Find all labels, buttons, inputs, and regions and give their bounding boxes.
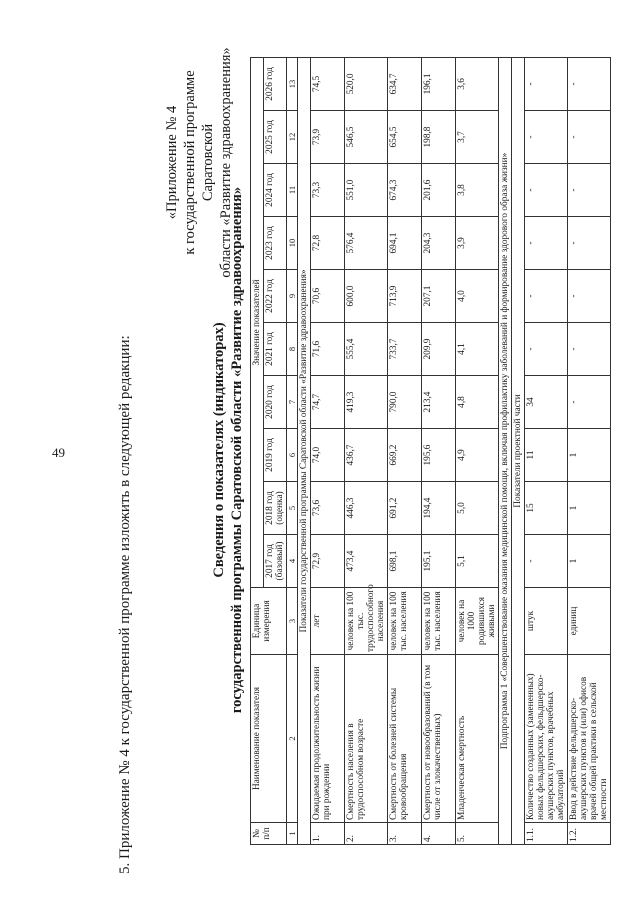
indicator-unit: лет <box>311 588 345 655</box>
table-row <box>456 57 499 844</box>
indicator-value: 213,4 <box>422 376 456 429</box>
title-line-2: государственной программы Саратовской области «Развитие здравоохранения» <box>229 186 245 714</box>
indicator-value: - <box>525 323 568 376</box>
indicator-value: 669,2 <box>388 429 422 482</box>
indicator-value: 4,0 <box>456 270 499 323</box>
column-index: 4 <box>287 535 298 588</box>
indicator-value: 1 <box>568 429 611 482</box>
indicator-value: 201,6 <box>422 164 456 217</box>
column-index: 2 <box>287 655 298 823</box>
indicator-value: 72,9 <box>311 535 345 588</box>
row-number: 1.1. <box>525 823 568 845</box>
table-header-row <box>251 57 264 844</box>
row-number: 1. <box>311 823 345 845</box>
indicator-value: 555,4 <box>345 323 388 376</box>
column-index: 1 <box>287 823 298 845</box>
indicator-value: - <box>525 270 568 323</box>
indicator-unit: штук <box>525 588 568 655</box>
header-year: 2018 год (оценка) <box>264 482 287 535</box>
indicator-value: - <box>525 535 568 588</box>
indicator-value: 446,3 <box>345 482 388 535</box>
indicator-value: 74,5 <box>311 57 345 110</box>
indicator-value: - <box>568 57 611 110</box>
indicator-value: 520,0 <box>345 57 388 110</box>
header-name: Наименование показателя <box>251 655 287 823</box>
indicator-value: 790,0 <box>388 376 422 429</box>
indicator-value: - <box>568 111 611 164</box>
column-index: 7 <box>287 376 298 429</box>
column-index: 6 <box>287 429 298 482</box>
indicator-value: - <box>525 111 568 164</box>
indicator-value: 698,1 <box>388 535 422 588</box>
appendix-line-3: области «Развитие здравоохранения» <box>218 47 234 278</box>
header-unit: Единица измерения <box>251 588 287 655</box>
indicator-value: 194,4 <box>422 482 456 535</box>
rotated-page-content <box>20 20 620 880</box>
column-index-row <box>287 57 298 844</box>
column-index: 10 <box>287 217 298 270</box>
indicator-value: 72,8 <box>311 217 345 270</box>
header-year: 2024 год <box>264 164 287 217</box>
table-row <box>422 57 456 844</box>
row-number: 2. <box>345 823 388 845</box>
indicator-value: 473,4 <box>345 535 388 588</box>
indicator-value: 198,8 <box>422 111 456 164</box>
indicator-value: - <box>525 164 568 217</box>
indicator-value: 4,1 <box>456 323 499 376</box>
indicator-value: 694,1 <box>388 217 422 270</box>
indicator-name: Ожидаемая продолжительность жизни при рождении <box>311 655 345 823</box>
indicator-value: 654,5 <box>388 111 422 164</box>
column-index: 5 <box>287 482 298 535</box>
row-number: 5. <box>456 823 499 845</box>
indicator-name: Ввод в действие фельдшерско-акушерских пунктов и (или) офисов врачей общей практики в сельской местности <box>568 655 611 823</box>
indicator-value: 3,8 <box>456 164 499 217</box>
indicator-name: Смертность населения в трудоспособном возрасте <box>345 655 388 823</box>
indicator-value: 546,5 <box>345 111 388 164</box>
column-index: 13 <box>287 57 298 110</box>
indicator-unit: единиц <box>568 588 611 655</box>
indicator-value: 419,3 <box>345 376 388 429</box>
indicator-value: 74,0 <box>311 429 345 482</box>
indicator-value: 551,0 <box>345 164 388 217</box>
indicator-value: 207,1 <box>422 270 456 323</box>
indicator-value: 11 <box>525 429 568 482</box>
indicator-unit: человек на 100 тыс. населения <box>388 588 422 655</box>
indicator-unit: человек на 100 тыс. населения <box>422 588 456 655</box>
indicator-value: 195,6 <box>422 429 456 482</box>
indicator-value: 5,0 <box>456 482 499 535</box>
indicator-value: 3,6 <box>456 57 499 110</box>
row-number: 3. <box>388 823 422 845</box>
indicator-value: 691,2 <box>388 482 422 535</box>
table-body <box>298 57 611 844</box>
indicator-value: 15 <box>525 482 568 535</box>
header-year: 2022 год <box>264 270 287 323</box>
section-subprogram-1-title: Подпрограмма 1 «Совершенствование оказания медицинской помощи, включая профилактику заболеваний и формирование здорового образа жизни» <box>499 57 512 844</box>
indicator-value: 436,7 <box>345 429 388 482</box>
section-program-indicators-title: Показатели государственной программы Саратовской области «Развитие здравоохранения» <box>298 57 311 844</box>
indicator-value: - <box>568 376 611 429</box>
header-year: 2026 год <box>264 57 287 110</box>
indicator-name: Младенческая смертность <box>456 655 499 823</box>
page-number: 49 <box>52 445 65 460</box>
column-index: 8 <box>287 323 298 376</box>
indicator-value: 600,0 <box>345 270 388 323</box>
section-subprogram-1 <box>499 57 512 844</box>
indicator-unit: человек на 1000 родившихся живыми <box>456 588 499 655</box>
indicator-value: 634,7 <box>388 57 422 110</box>
column-index: 9 <box>287 270 298 323</box>
indicator-value: 3,7 <box>456 111 499 164</box>
header-num: № п/п <box>251 823 287 845</box>
header-year: 2023 год <box>264 217 287 270</box>
indicator-value: 195,1 <box>422 535 456 588</box>
document-title <box>210 20 246 880</box>
indicator-name: Количество созданных (замененных) новых фельдшерских, фельдшерско-акушерских пунктов, врачебных амбулаторий <box>525 655 568 823</box>
indicator-value: - <box>568 217 611 270</box>
column-index: 12 <box>287 111 298 164</box>
indicator-value: 70,6 <box>311 270 345 323</box>
indicator-value: 71,6 <box>311 323 345 376</box>
section-project-part-title: Показатели проектной части <box>512 57 525 844</box>
indicator-value: 3,9 <box>456 217 499 270</box>
indicator-value: 674,3 <box>388 164 422 217</box>
table-row <box>525 57 568 844</box>
indicator-value: - <box>525 57 568 110</box>
indicator-value: - <box>568 164 611 217</box>
indicator-value: 1 <box>568 535 611 588</box>
indicator-value: - <box>568 270 611 323</box>
section-program-indicators <box>298 57 311 844</box>
indicator-unit: человек на 100 тыс. трудоспособного населения <box>345 588 388 655</box>
indicator-value: 73,6 <box>311 482 345 535</box>
indicator-value: 73,9 <box>311 111 345 164</box>
appendix-line-2: к государственной программе Саратовской <box>182 70 216 255</box>
indicator-name: Смертность от болезней системы кровообращения <box>388 655 422 823</box>
header-year: 2017 год (базовый) <box>264 535 287 588</box>
header-values: Значение показателей <box>251 57 264 587</box>
indicator-value: 73,3 <box>311 164 345 217</box>
indicator-value: 5,1 <box>456 535 499 588</box>
column-index: 11 <box>287 164 298 217</box>
column-index: 3 <box>287 588 298 655</box>
header-year: 2025 год <box>264 111 287 164</box>
indicators-table <box>250 57 611 845</box>
indicator-value: 1 <box>568 482 611 535</box>
indicator-value: 576,4 <box>345 217 388 270</box>
table-row <box>345 57 388 844</box>
appendix-line-1: «Приложение № 4 <box>164 105 180 220</box>
indicator-value: - <box>525 217 568 270</box>
indicator-value: 733,7 <box>388 323 422 376</box>
indicator-name: Смертность от новообразований (в том числе от злокачественных) <box>422 655 456 823</box>
table-row <box>388 57 422 844</box>
header-year: 2019 год <box>264 429 287 482</box>
row-number: 1.2. <box>568 823 611 845</box>
indicator-value: 74,7 <box>311 376 345 429</box>
indicator-value: 713,9 <box>388 270 422 323</box>
indicator-value: 196,1 <box>422 57 456 110</box>
intro-text: 5. Приложение № 4 к государственной программе изложить в следующей редакции: <box>117 335 133 874</box>
table-row <box>311 57 345 844</box>
indicator-value: - <box>568 323 611 376</box>
indicator-value: 209,9 <box>422 323 456 376</box>
table-row <box>568 57 611 844</box>
header-year: 2020 год <box>264 376 287 429</box>
indicator-value: 34 <box>525 376 568 429</box>
header-year: 2021 год <box>264 323 287 376</box>
indicator-value: 4,8 <box>456 376 499 429</box>
row-number: 4. <box>422 823 456 845</box>
section-project-part <box>512 57 525 844</box>
indicator-value: 4,9 <box>456 429 499 482</box>
indicator-value: 204,3 <box>422 217 456 270</box>
title-line-1: Сведения о показателях (индикаторах) <box>211 322 227 578</box>
